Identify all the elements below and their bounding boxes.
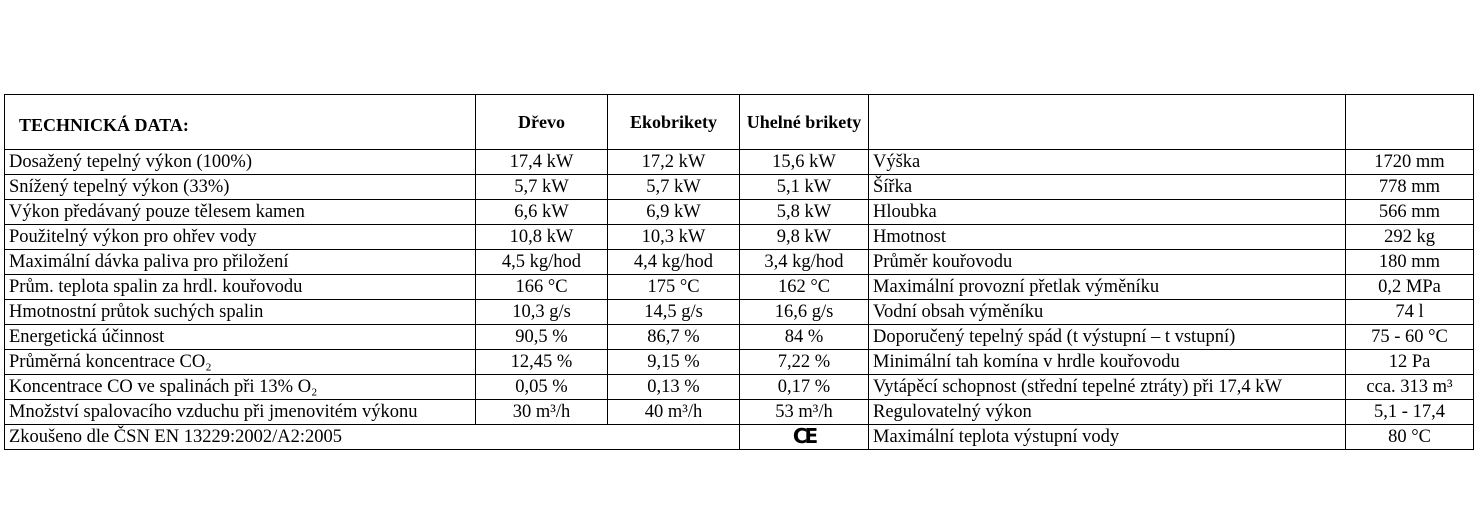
value-eco: 14,5 g/s: [608, 300, 740, 325]
value-wood: 30 m³/h: [476, 400, 608, 425]
param-label: Maximální dávka paliva pro přiložení: [5, 250, 476, 275]
value-coal: 15,6 kW: [740, 150, 869, 175]
ce-mark-cell: [740, 425, 869, 450]
table-row: [5, 325, 1474, 350]
value-eco: 175 °C: [608, 275, 740, 300]
spec-label: Minimální tah komína v hrdle kouřovodu: [869, 350, 1346, 375]
header-empty-label: [869, 95, 1346, 150]
column-header-eco: Ekobrikety: [608, 95, 740, 150]
spec-value: 180 mm: [1346, 250, 1474, 275]
value-coal: 162 °C: [740, 275, 869, 300]
value-eco: 6,9 kW: [608, 200, 740, 225]
param-label: Koncentrace CO ve spalinách při 13% O₂: [5, 375, 476, 400]
value-eco: 0,13 %: [608, 375, 740, 400]
technical-data-table: [4, 94, 1474, 450]
spec-label: Vytápěcí schopnost (střední tepelné ztráty) při 17,4 kW: [869, 375, 1346, 400]
param-label: Použitelný výkon pro ohřev vody: [5, 225, 476, 250]
value-eco: 4,4 kg/hod: [608, 250, 740, 275]
param-label: Dosažený tepelný výkon (100%): [5, 150, 476, 175]
column-header-wood: Dřevo: [476, 95, 608, 150]
table-row: [5, 400, 1474, 425]
spec-value: 778 mm: [1346, 175, 1474, 200]
spec-value: 80 °C: [1346, 425, 1474, 450]
value-wood: 90,5 %: [476, 325, 608, 350]
spec-value: 75 - 60 °C: [1346, 325, 1474, 350]
param-label: Výkon předávaný pouze tělesem kamen: [5, 200, 476, 225]
spec-value: 5,1 - 17,4: [1346, 400, 1474, 425]
value-coal: 5,1 kW: [740, 175, 869, 200]
param-label: Prům. teplota spalin za hrdl. kouřovodu: [5, 275, 476, 300]
value-wood: 10,8 kW: [476, 225, 608, 250]
spec-label: Maximální provozní přetlak výměníku: [869, 275, 1346, 300]
spec-label: Hmotnost: [869, 225, 1346, 250]
table-row: [5, 300, 1474, 325]
spec-label: Maximální teplota výstupní vody: [869, 425, 1346, 450]
table-row: [5, 250, 1474, 275]
value-eco: 40 m³/h: [608, 400, 740, 425]
column-header-coal: Uhelné brikety: [740, 95, 869, 150]
value-wood: 5,7 kW: [476, 175, 608, 200]
tested-standard-text: Zkoušeno dle ČSN EN 13229:2002/A2:2005: [5, 425, 740, 450]
value-wood: 10,3 g/s: [476, 300, 608, 325]
value-eco: 5,7 kW: [608, 175, 740, 200]
spec-value: 74 l: [1346, 300, 1474, 325]
value-eco: 10,3 kW: [608, 225, 740, 250]
value-wood: 166 °C: [476, 275, 608, 300]
spec-value: 1720 mm: [1346, 150, 1474, 175]
value-coal: 5,8 kW: [740, 200, 869, 225]
spec-value: 566 mm: [1346, 200, 1474, 225]
table-row: [5, 275, 1474, 300]
header-empty-value: [1346, 95, 1474, 150]
table-row: [5, 350, 1474, 375]
value-coal: 84 %: [740, 325, 869, 350]
value-eco: 9,15 %: [608, 350, 740, 375]
header-row: [5, 95, 1474, 150]
spec-label: Výška: [869, 150, 1346, 175]
value-wood: 6,6 kW: [476, 200, 608, 225]
value-coal: 9,8 kW: [740, 225, 869, 250]
value-wood: 17,4 kW: [476, 150, 608, 175]
value-coal: 7,22 %: [740, 350, 869, 375]
param-label: Průměrná koncentrace CO₂: [5, 350, 476, 375]
value-coal: 3,4 kg/hod: [740, 250, 869, 275]
spec-value: 12 Pa: [1346, 350, 1474, 375]
value-wood: 0,05 %: [476, 375, 608, 400]
param-label: Hmotnostní průtok suchých spalin: [5, 300, 476, 325]
value-coal: 16,6 g/s: [740, 300, 869, 325]
ce-mark-logo: CE: [792, 424, 816, 449]
table-row: [5, 225, 1474, 250]
spec-label: Průměr kouřovodu: [869, 250, 1346, 275]
table-row: [5, 200, 1474, 225]
spec-label: Doporučený tepelný spád (t výstupní – t vstupní): [869, 325, 1346, 350]
table-title: TECHNICKÁ DATA:: [5, 95, 476, 150]
spec-value: 292 kg: [1346, 225, 1474, 250]
param-label: Energetická účinnost: [5, 325, 476, 350]
param-label: Množství spalovacího vzduchu při jmenovitém výkonu: [5, 400, 476, 425]
value-coal: 0,17 %: [740, 375, 869, 400]
spec-value: 0,2 MPa: [1346, 275, 1474, 300]
table-row: [5, 150, 1474, 175]
spec-label: Hloubka: [869, 200, 1346, 225]
value-eco: 17,2 kW: [608, 150, 740, 175]
spec-label: Vodní obsah výměníku: [869, 300, 1346, 325]
spec-label: Šířka: [869, 175, 1346, 200]
table-row: [5, 375, 1474, 400]
spec-value: cca. 313 m³: [1346, 375, 1474, 400]
value-coal: 53 m³/h: [740, 400, 869, 425]
value-wood: 4,5 kg/hod: [476, 250, 608, 275]
footer-row: [5, 425, 1474, 450]
param-label: Snížený tepelný výkon (33%): [5, 175, 476, 200]
value-eco: 86,7 %: [608, 325, 740, 350]
value-wood: 12,45 %: [476, 350, 608, 375]
table-row: [5, 175, 1474, 200]
spec-label: Regulovatelný výkon: [869, 400, 1346, 425]
